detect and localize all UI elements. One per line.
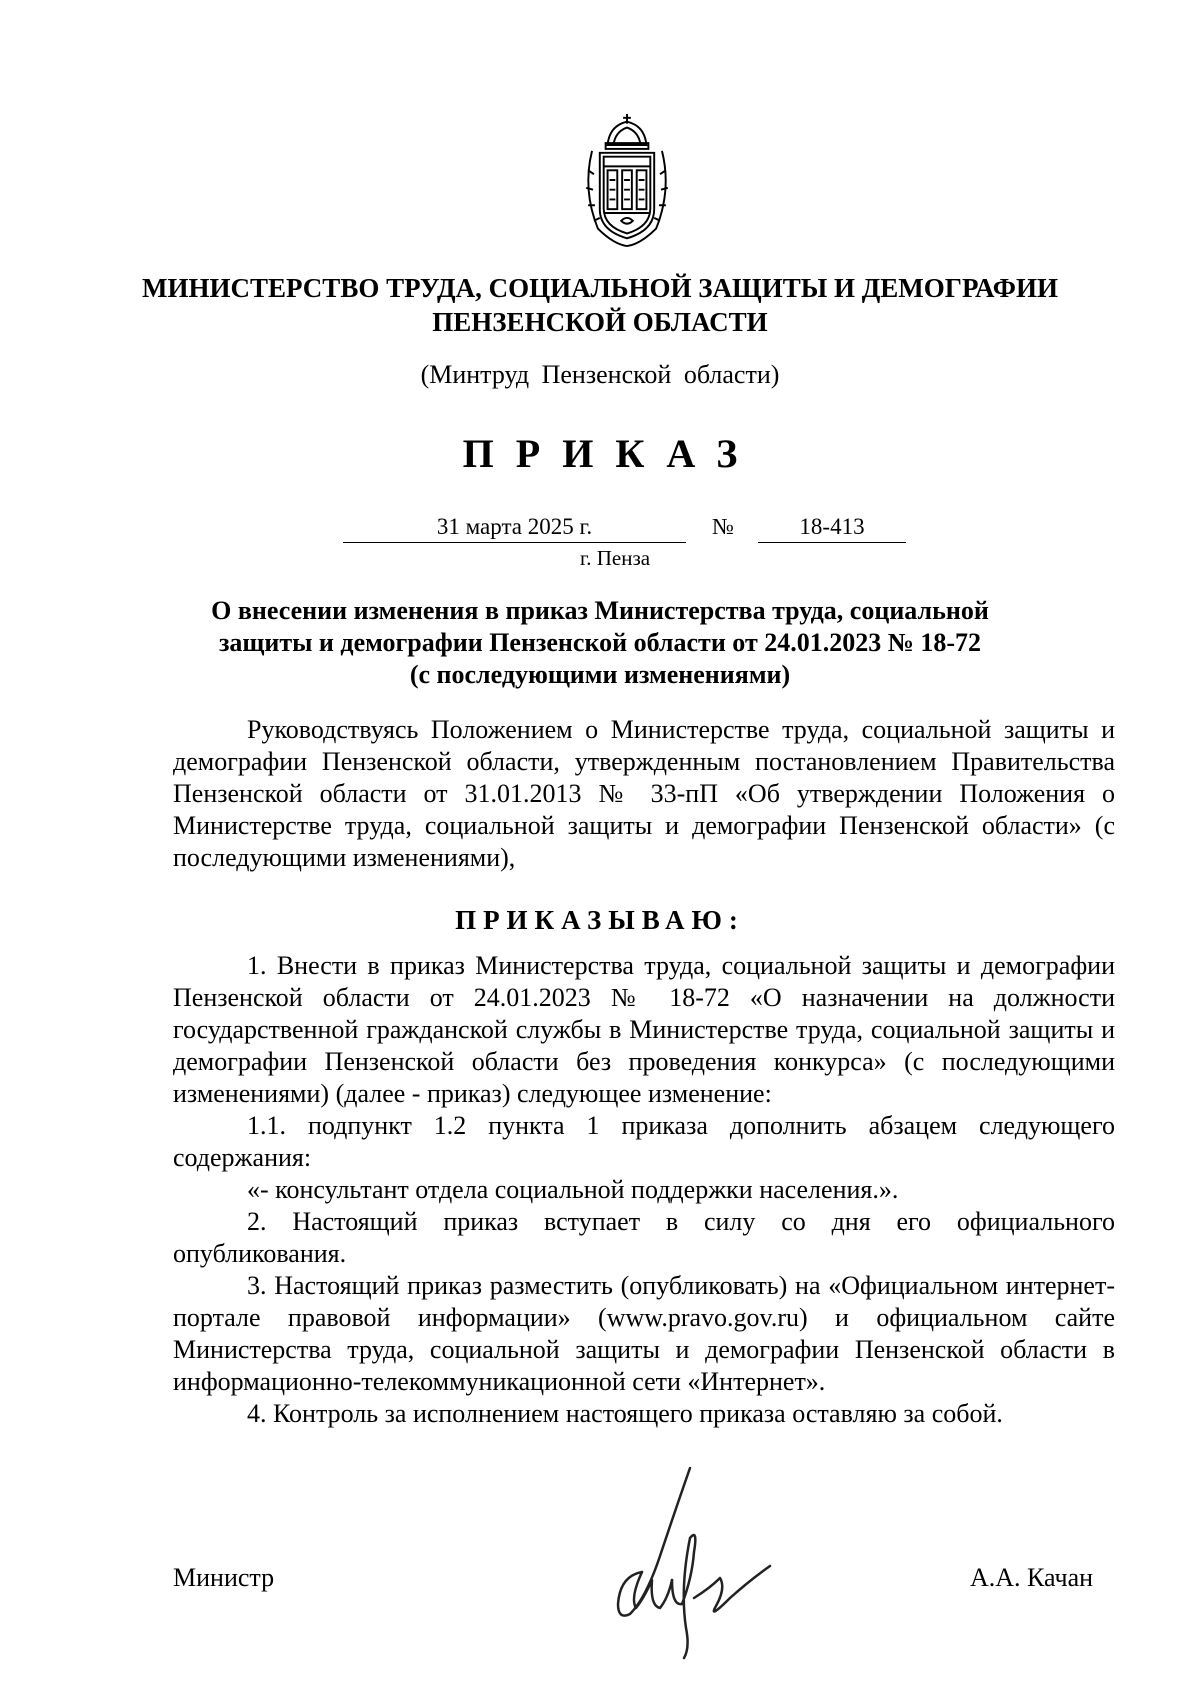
document-number: 18-413 — [758, 512, 906, 543]
signatory-name: А.А. Качан — [970, 1563, 1094, 1592]
document-type: ПРИКАЗ — [462, 431, 760, 476]
item-1-1: 1.1. подпункт 1.2 пункта 1 приказа дополнить абзацем следующего содержания: — [173, 1111, 1115, 1172]
org-name-line1: МИНИСТЕРСТВО ТРУДА, СОЦИАЛЬНОЙ ЗАЩИТЫ И ДЕМОГРАФИИ — [141, 273, 1058, 303]
title-line1: О внесении изменения в приказ Министерства труда, социальной — [211, 596, 989, 625]
document-city: г. Пенза — [580, 546, 651, 570]
handwritten-signature-icon — [560, 1448, 780, 1678]
item-1-1-text: «- консультант отдела социальной поддержки населения.». — [247, 1175, 899, 1204]
document-date: 31 марта 2025 г. — [343, 512, 686, 543]
item-2: 2. Настоящий приказ вступает в силу со дня его официального опубликования. — [173, 1207, 1115, 1268]
title-line3: (с последующими изменениями) — [409, 660, 791, 689]
preamble — [173, 714, 1115, 874]
preamble-paragraph: Руководствуясь Положением о Министерстве труда, социальной защиты и демографии Пензенской области, утвержденным постановлением Правительства Пензенской области от 31.01.2013 № 33-пП «Об утверждении Положения о Министерстве труда, социальной защиты и демографии Пензенской области» (с последующими изменениями), — [173, 715, 1115, 872]
org-name-line2: ПЕНЗЕНСКОЙ ОБЛАСТИ — [432, 307, 768, 337]
item-1: 1. Внести в приказ Министерства труда, социальной защиты и демографии Пензенской области от 24.01.2023 № 18-72 «О назначении на должности государственной гражданской службы в Министерстве труда, социальной защиты и демографии Пензенской области без проведения конкурса» (с последующими изменениями) (далее - приказ) следующее изменение: — [173, 951, 1115, 1108]
item-4: 4. Контроль за исполнением настоящего приказа оставляю за собой. — [247, 1399, 1003, 1428]
title-line2: защиты и демографии Пензенской области от 24.01.2023 № 18-72 — [218, 628, 982, 657]
org-short-name: (Минтруд Пензенской области) — [420, 360, 780, 389]
signatory-position: Министр — [173, 1563, 275, 1592]
document-title — [140, 595, 1060, 691]
item-3: 3. Настоящий приказ разместить (опубликовать) на «Официальном интернет-портале правовой информации» (www.pravo.gov.ru) и официальном сайте Министерства труда, социальной защиты и демографии Пензенской области в информационно-телекоммуникационной сети «Интернет». — [173, 1271, 1115, 1396]
order-items — [173, 950, 1115, 1430]
coat-of-arms-icon — [578, 112, 676, 248]
number-sign: № — [712, 514, 734, 539]
orders-heading: ПРИКАЗЫВАЮ: — [455, 905, 745, 935]
